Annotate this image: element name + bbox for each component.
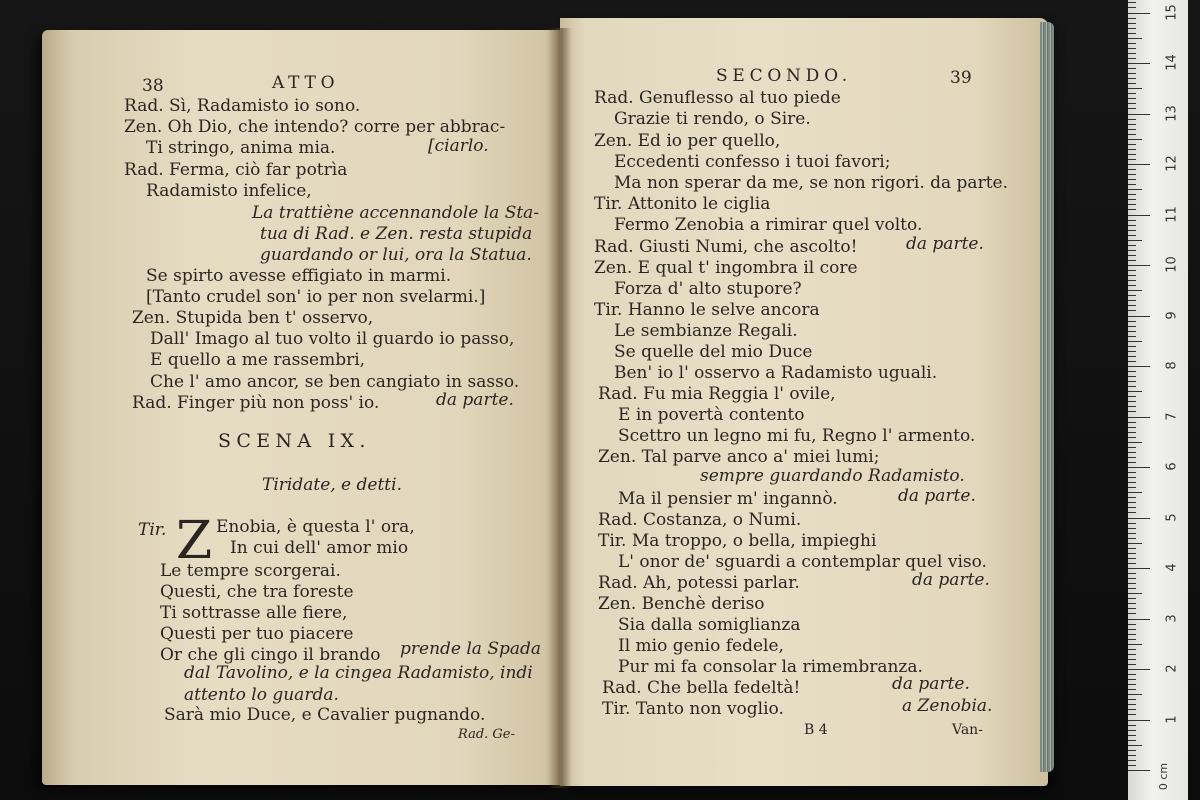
ruler-tick	[1128, 487, 1136, 488]
ruler-tick	[1128, 220, 1136, 221]
ruler-tick	[1128, 411, 1136, 412]
ruler-tick	[1128, 735, 1136, 736]
ruler-tick	[1128, 437, 1136, 438]
left-line-11: [Tanto crudel son' io per non svelarmi.]	[146, 287, 486, 307]
ruler-tick	[1128, 598, 1136, 599]
ruler-tick	[1128, 366, 1150, 367]
ruler-tick	[1128, 765, 1136, 766]
left-page-number: 38	[142, 76, 164, 96]
left-line-28: Or che gli cingo il brando	[160, 645, 381, 665]
ruler-tick	[1128, 563, 1136, 564]
ruler-number: 5	[1164, 512, 1180, 522]
ruler-number: 3	[1164, 613, 1180, 623]
right-page-number: 39	[950, 68, 972, 88]
right-line-32: Rad. Che bella fedeltà!	[602, 678, 801, 698]
ruler-tick	[1128, 38, 1142, 39]
ruler-tick	[1128, 63, 1150, 64]
right-line-20: sempre guardando Radamisto.	[700, 466, 965, 486]
scene-characters: Tiridate, e detti.	[262, 475, 402, 495]
right-line-8: Rad. Giusti Numi, che ascolto!	[594, 237, 858, 257]
signature-mark: B 4	[804, 722, 828, 738]
ruler-tick	[1128, 18, 1136, 19]
ruler-unit-label: 0 cm	[1157, 762, 1171, 791]
ruler-tick	[1128, 68, 1136, 69]
left-line-24: Le tempre scorgerai.	[160, 561, 341, 581]
ruler-tick	[1128, 507, 1136, 508]
right-line-30: Il mio genio fedele,	[618, 636, 784, 656]
ruler-tick	[1128, 331, 1136, 332]
ruler-tick	[1128, 245, 1136, 246]
left-line-27: Questi per tuo piacere	[160, 624, 354, 644]
ruler-tick	[1128, 154, 1136, 155]
ruler-tick	[1128, 709, 1136, 710]
ruler-tick	[1128, 649, 1136, 650]
ruler-tick	[1128, 401, 1136, 402]
ruler-tick	[1128, 33, 1136, 34]
left-line-25: Questi, che tra foreste	[160, 582, 354, 602]
catchword-left: Rad. Ge-	[458, 727, 515, 742]
ruler-tick	[1128, 240, 1142, 241]
ruler-tick	[1128, 194, 1136, 195]
ruler-tick	[1128, 603, 1136, 604]
left-running-head: ATTO	[272, 73, 340, 93]
ruler-tick	[1128, 53, 1136, 54]
ruler-tick	[1128, 482, 1136, 483]
ruler-tick	[1128, 624, 1136, 625]
right-line-26: Rad. Ah, potessi parlar.	[598, 573, 800, 593]
ruler-number: 6	[1164, 462, 1180, 471]
left-line-14: E quello a me rassembri,	[150, 350, 366, 370]
ruler-tick	[1128, 745, 1142, 746]
left-line-31: attento lo guarda.	[184, 685, 339, 705]
ruler-tick	[1128, 255, 1136, 256]
book-gutter	[548, 28, 572, 788]
ruler-tick	[1128, 502, 1136, 503]
ruler-tick	[1128, 442, 1142, 443]
ruler-tick	[1128, 538, 1136, 539]
ruler-tick	[1128, 528, 1136, 529]
ruler-number: 9	[1164, 310, 1180, 320]
ruler-tick	[1128, 669, 1150, 670]
ruler-tick	[1128, 371, 1136, 372]
ruler-tick	[1128, 28, 1136, 29]
ruler-tick	[1128, 391, 1142, 392]
ruler-tick	[1128, 422, 1136, 423]
right-line-31: Pur mi fa consolar la rimembranza.	[618, 657, 923, 677]
ruler-tick	[1128, 119, 1136, 120]
ruler-tick	[1128, 477, 1136, 478]
ruler-tick	[1128, 704, 1136, 705]
ruler-tick	[1128, 467, 1150, 468]
ruler-tick	[1128, 326, 1136, 327]
ruler-tick	[1128, 316, 1150, 317]
right-line-14: Se quelle del mio Duce	[614, 342, 813, 362]
left-line-5: Rad. Ferma, ciò far potrìa	[124, 160, 348, 180]
ruler-tick	[1128, 250, 1136, 251]
ruler-tick	[1128, 346, 1136, 347]
ruler-tick	[1128, 300, 1136, 301]
left-line-6: Radamisto infelice,	[146, 181, 312, 201]
ruler-tick	[1128, 548, 1136, 549]
ruler-tick	[1128, 230, 1136, 231]
ruler-tick	[1128, 265, 1150, 266]
ruler-tick	[1128, 295, 1136, 296]
ruler-tick	[1128, 376, 1136, 377]
ruler-tick	[1128, 523, 1136, 524]
ruler-tick	[1128, 613, 1136, 614]
left-line-30: dal Tavolino, e la cingea Radamisto, indi	[184, 663, 533, 683]
left-line-17: da parte.	[436, 390, 514, 410]
ruler-tick	[1128, 417, 1150, 418]
ruler-tick	[1128, 164, 1150, 165]
ruler-tick	[1128, 770, 1150, 771]
ruler-tick	[1128, 179, 1136, 180]
right-line-21: Ma il pensier m' ingannò.	[618, 489, 838, 509]
ruler-tick	[1128, 553, 1136, 554]
right-line-27: da parte.	[912, 570, 990, 590]
left-line-26: Ti sottrasse alle fiere,	[160, 603, 348, 623]
ruler-tick	[1128, 518, 1150, 519]
drop-cap-letter: Z	[176, 511, 213, 571]
right-line-34: Tir. Tanto non voglio.	[602, 699, 784, 719]
right-line-1: Rad. Genuflesso al tuo piede	[594, 88, 841, 108]
ruler-tick	[1128, 58, 1136, 59]
right-line-16: Rad. Fu mia Reggia l' ovile,	[598, 384, 836, 404]
ruler-tick	[1128, 654, 1136, 655]
ruler-tick	[1128, 457, 1136, 458]
ruler-tick	[1128, 588, 1136, 589]
ruler-tick	[1128, 285, 1136, 286]
ruler-tick	[1128, 406, 1136, 407]
ruler-tick	[1128, 644, 1142, 645]
ruler-tick	[1128, 2, 1136, 3]
ruler-tick	[1128, 386, 1136, 387]
ruler-tick	[1128, 381, 1136, 382]
right-line-29: Sia dalla somiglianza	[618, 615, 801, 635]
ruler-tick	[1128, 689, 1136, 690]
right-line-33: da parte.	[892, 674, 970, 694]
ruler-tick	[1128, 149, 1136, 150]
ruler-number: 1	[1164, 714, 1180, 724]
ruler-tick	[1128, 361, 1136, 362]
ruler-tick	[1128, 755, 1136, 756]
ruler-tick	[1128, 593, 1142, 594]
ruler-tick	[1128, 225, 1136, 226]
ruler-number: 13	[1164, 104, 1180, 122]
ruler-tick	[1128, 144, 1136, 145]
right-page-edges	[1040, 22, 1054, 772]
ruler-tick	[1128, 659, 1136, 660]
left-line-12: Zen. Stupida ben t' osservo,	[132, 308, 374, 328]
ruler-tick	[1128, 447, 1136, 448]
ruler-tick	[1128, 270, 1136, 271]
ruler-tick	[1128, 634, 1136, 635]
ruler-tick	[1128, 93, 1136, 94]
ruler-tick	[1128, 760, 1136, 761]
ruler-tick	[1128, 699, 1136, 700]
ruler-tick	[1128, 396, 1136, 397]
ruler-tick	[1128, 578, 1136, 579]
ruler-number: 10	[1164, 256, 1180, 273]
ruler-tick	[1128, 432, 1136, 433]
ruler-tick	[1128, 336, 1136, 337]
ruler-tick	[1128, 341, 1142, 342]
ruler-number: 7	[1164, 411, 1180, 421]
ruler-tick	[1128, 23, 1136, 24]
left-line-32: Sarà mio Duce, e Cavalier pugnando.	[164, 705, 486, 725]
ruler-tick	[1128, 310, 1136, 311]
right-line-24: Tir. Ma troppo, o bella, impieghi	[598, 531, 877, 551]
left-line-7: La trattiène accennandole la Sta-	[252, 203, 540, 223]
left-line-1: Rad. Sì, Radamisto io sono.	[124, 96, 361, 116]
left-line-23: In cui dell' amor mio	[230, 538, 409, 558]
ruler-tick	[1128, 134, 1136, 135]
ruler-tick	[1128, 321, 1136, 322]
ruler-tick	[1128, 694, 1142, 695]
right-line-28: Zen. Benchè deriso	[598, 594, 765, 614]
ruler-tick	[1128, 533, 1136, 534]
ruler-tick	[1128, 199, 1136, 200]
right-line-3: Zen. Ed io per quello,	[594, 131, 781, 151]
ruler-tick	[1128, 98, 1136, 99]
left-line-10: Se spirto avesse effigiato in marmi.	[146, 266, 452, 286]
right-line-6: Tir. Attonito le ciglia	[594, 194, 771, 214]
right-line-5: Ma non sperar da me, se non rigori. da parte.	[614, 173, 1008, 193]
ruler-tick	[1128, 13, 1150, 14]
ruler-tick	[1128, 629, 1136, 630]
ruler-tick	[1128, 108, 1136, 109]
right-line-11: Forza d' alto stupore?	[614, 279, 802, 299]
ruler-number: 12	[1164, 155, 1180, 172]
left-line-22: Enobia, è questa l' ora,	[216, 517, 415, 537]
right-line-15: Ben' io l' osservo a Radamisto uguali.	[614, 363, 938, 383]
ruler-tick	[1128, 356, 1136, 357]
ruler-tick	[1128, 472, 1136, 473]
ruler-tick	[1128, 305, 1136, 306]
right-line-13: Le sembianze Regali.	[614, 321, 798, 341]
ruler-tick	[1128, 543, 1142, 544]
ruler-tick	[1128, 619, 1150, 620]
right-line-17: E in povertà contento	[618, 405, 805, 425]
right-line-2: Grazie ti rendo, o Sire.	[614, 109, 811, 129]
left-line-15: Che l' amo ancor, se ben cangiato in sasso.	[150, 372, 520, 392]
ruler-tick	[1128, 512, 1136, 513]
ruler-tick	[1128, 750, 1136, 751]
ruler-tick	[1128, 558, 1136, 559]
ruler-tick	[1128, 184, 1136, 185]
ruler-tick	[1128, 725, 1136, 726]
ruler-tick	[1128, 189, 1142, 190]
ruler-tick	[1128, 462, 1136, 463]
ruler-number: 11	[1164, 205, 1180, 223]
right-line-7: Fermo Zenobia a rimirar quel volto.	[614, 215, 923, 235]
left-line-16: Rad. Finger più non poss' io.	[132, 393, 380, 413]
left-line-4: [ciarlo.	[428, 136, 489, 156]
right-running-head: SECONDO.	[716, 66, 852, 86]
right-line-23: Rad. Costanza, o Numi.	[598, 510, 802, 530]
ruler-number: 15	[1164, 3, 1180, 21]
ruler-number: 2	[1164, 664, 1180, 673]
ruler-tick	[1128, 174, 1136, 175]
ruler-tick	[1128, 452, 1136, 453]
ruler-tick	[1128, 169, 1136, 170]
ruler-tick	[1128, 730, 1136, 731]
ruler-tick	[1128, 568, 1150, 569]
ruler-tick	[1128, 103, 1136, 104]
ruler-tick	[1128, 78, 1136, 79]
ruler-tick	[1128, 7, 1136, 8]
ruler-tick	[1128, 139, 1142, 140]
ruler-tick	[1128, 235, 1136, 236]
right-line-12: Tir. Hanno le selve ancora	[594, 300, 820, 320]
right-line-18: Scettro un legno mi fu, Regno l' armento.	[618, 426, 976, 446]
ruler-tick	[1128, 204, 1136, 205]
ruler-tick	[1128, 674, 1136, 675]
ruler-tick	[1128, 88, 1142, 89]
right-line-9: da parte.	[906, 234, 984, 254]
ruler-tick	[1128, 684, 1136, 685]
ruler-tick	[1128, 608, 1136, 609]
ruler-tick	[1128, 714, 1136, 715]
ruler-tick	[1128, 209, 1136, 210]
ruler-tick	[1128, 129, 1136, 130]
ruler-tick	[1128, 664, 1136, 665]
left-line-8: tua di Rad. e Zen. resta stupida	[260, 224, 533, 244]
ruler-number: 8	[1164, 361, 1180, 370]
ruler-tick	[1128, 48, 1136, 49]
ruler-tick	[1128, 573, 1136, 574]
right-line-19: Zen. Tal parve anco a' miei lumi;	[598, 447, 880, 467]
scene-heading: SCENA IX.	[218, 430, 371, 452]
ruler-tick	[1128, 73, 1136, 74]
ruler-tick	[1128, 114, 1150, 115]
ruler-number: 14	[1164, 54, 1180, 71]
left-line-3: Ti stringo, anima mia.	[146, 138, 336, 158]
ruler-tick	[1128, 583, 1136, 584]
right-line-4: Eccedenti confesso i tuoi favori;	[614, 152, 891, 172]
ruler-tick	[1128, 427, 1136, 428]
ruler-tick	[1128, 280, 1136, 281]
ruler-tick	[1128, 83, 1136, 84]
right-line-10: Zen. E qual t' ingombra il core	[594, 258, 858, 278]
ruler-tick	[1128, 720, 1150, 721]
ruler-tick	[1128, 740, 1136, 741]
ruler-tick	[1128, 43, 1136, 44]
left-line-13: Dall' Imago al tuo volto il guardo io passo,	[150, 329, 515, 349]
right-line-25: L' onor de' sguardi a contemplar quel viso.	[618, 552, 987, 572]
ruler-tick	[1128, 260, 1136, 261]
left-line-speaker-tir: Tir.	[138, 520, 167, 540]
ruler-tick	[1128, 275, 1136, 276]
ruler-tick	[1128, 492, 1142, 493]
left-line-29: prende la Spada	[400, 639, 542, 659]
left-line-2: Zen. Oh Dio, che intendo? corre per abbrac-	[124, 117, 506, 137]
right-line-22: da parte.	[898, 486, 976, 506]
ruler-tick	[1128, 351, 1136, 352]
ruler-tick	[1128, 159, 1136, 160]
ruler-tick	[1128, 290, 1142, 291]
ruler-number: 4	[1164, 563, 1180, 572]
ruler-tick	[1128, 497, 1136, 498]
left-line-9: guardando or lui, ora la Statua.	[260, 245, 532, 265]
right-line-35: a Zenobia.	[902, 696, 993, 716]
ruler-tick	[1128, 124, 1136, 125]
ruler-tick	[1128, 679, 1136, 680]
catchword-right: Van-	[952, 722, 983, 738]
ruler-tick	[1128, 215, 1150, 216]
ruler-tick	[1128, 639, 1136, 640]
